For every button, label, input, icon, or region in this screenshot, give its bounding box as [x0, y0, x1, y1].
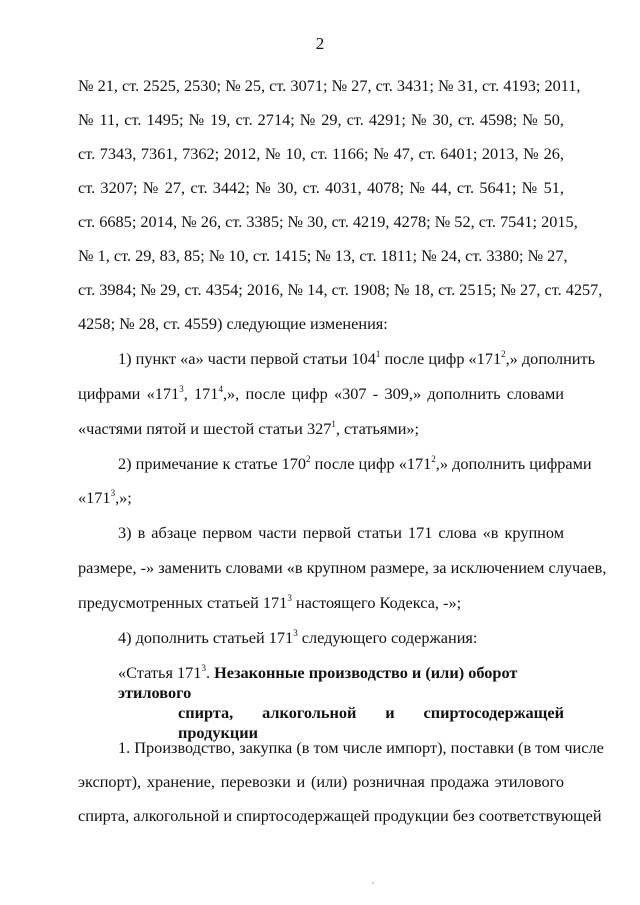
preamble-line: № 1, ст. 29, 83, 85; № 10, ст. 1415; № 13, ст. 1811; № 24, ст. 3380; № 27,: [78, 246, 568, 265]
article-body-line: спирта, алкогольной и спиртосодержащей продукции без соответствующей: [78, 806, 602, 825]
preamble-line: ст. 3207; № 27, ст. 3442; № 30, ст. 4031, 4078; № 44, ст. 5641; № 51,: [78, 178, 564, 197]
preamble-line: ст. 3984; № 29, ст. 4354; 2016, № 14, ст. 1908; № 18, ст. 2515; № 27, ст. 4257,: [78, 280, 603, 299]
preamble-line: № 11, ст. 1495; № 19, ст. 2714; № 29, ст. 4291; № 30, ст. 4598; № 50,: [78, 110, 564, 129]
page-number: 2: [315, 34, 325, 53]
preamble-line: ст. 6685; 2014, № 26, ст. 3385; № 30, ст. 4219, 4278; № 52, ст. 7541; 2015,: [78, 212, 578, 231]
item-3-line-1: 3) в абзаце первом части первой статьи 171 слова «в крупном: [118, 523, 564, 542]
item-1-line-3: «частями пятой и шестой статьи $327^1$, статьями»;: [78, 419, 420, 438]
scan-speck: [372, 882, 374, 884]
preamble-line: ст. 7343, 7361, 7362; 2012, № 10, ст. 1166; № 47, ст. 6401; 2013, № 26,: [78, 144, 564, 163]
article-title-line-2: спирта, алкогольной и спиртосодержащей: [178, 703, 564, 722]
article-heading-line-1: «Статья $171^3$. Незаконные производство и (или) оборот этилового: [118, 663, 518, 702]
item-1-line-1: 1) пункт «а» части первой статьи $104^1$ после цифр «$171^2$,» дополнить: [118, 349, 596, 368]
article-body-line: экспорт), хранение, перевозки и (или) розничная продажа этилового: [78, 772, 564, 791]
article-title-line-3: продукции: [178, 723, 259, 742]
item-2-line-2: «$171^3$,»;: [78, 488, 132, 507]
article-heading: [118, 663, 564, 743]
item-3-line-3: предусмотренных статьей $171^3$ настоящего Кодекса, -»;: [78, 593, 462, 612]
preamble-line: № 21, ст. 2525, 2530; № 25, ст. 3071; № 27, ст. 3431; № 31, ст. 4193; 2011,: [78, 76, 581, 95]
article-title: Незаконные производство и (или) оборот этилового: [118, 663, 518, 702]
item-3-line-2: размере, -» заменить словами «в крупном размере, за исключением случаев,: [78, 558, 607, 577]
preamble-line: 4258; № 28, ст. 4559) следующие изменения:: [78, 314, 388, 333]
item-4-line: 4) дополнить статьей $171^3$ следующего содержания:: [118, 628, 478, 647]
article-body-line: 1. Производство, закупка (в том числе импорт), поставки (в том числе: [118, 738, 604, 757]
item-1-line-2: цифрами «$171^3$, $171^4$,», после цифр «307 - 309,» дополнить словами: [78, 384, 564, 403]
item-2-line-1: 2) примечание к статье $170^2$ после цифр «$171^2$,» дополнить цифрами: [118, 454, 592, 473]
